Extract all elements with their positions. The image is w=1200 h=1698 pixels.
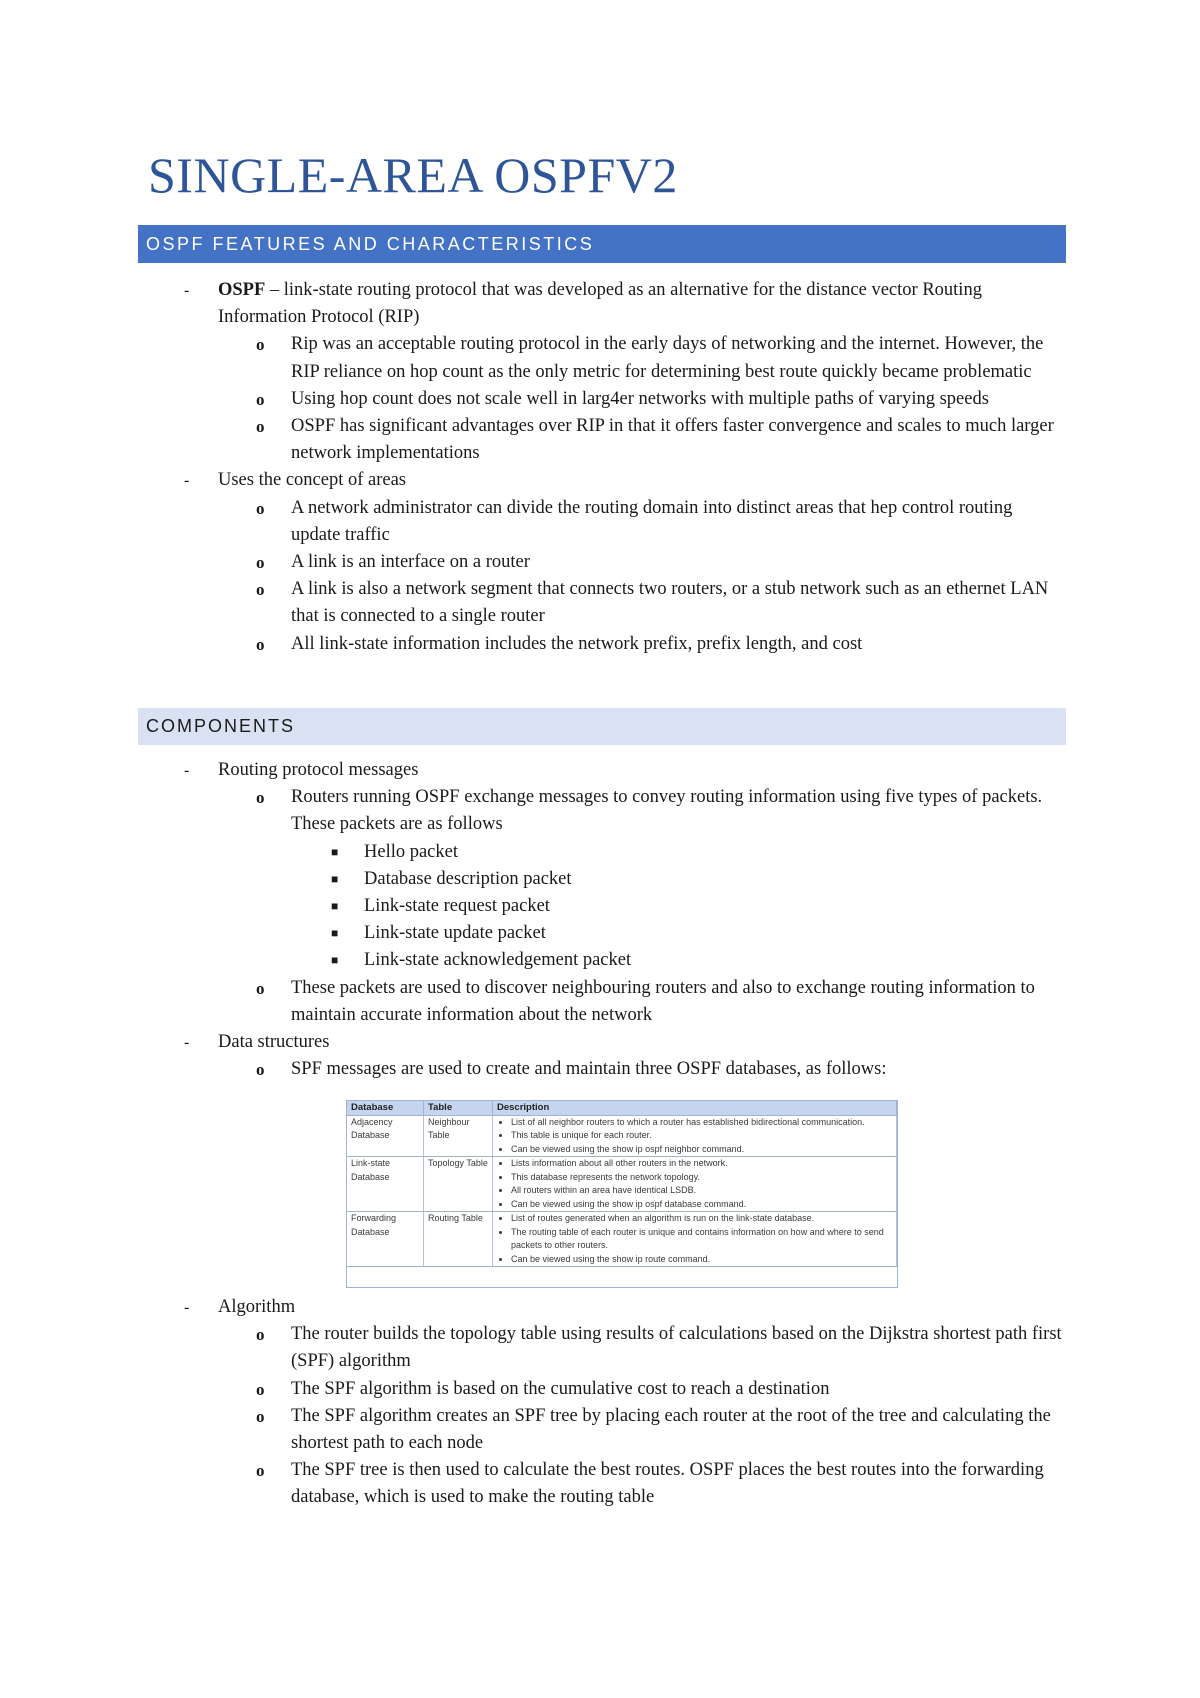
bullet-text: – link-state routing protocol that was developed as an alternative for the distance vector Routing Information Protocol (RIP) bbox=[218, 280, 982, 328]
section-features-body bbox=[0, 277, 1200, 658]
table-header-cell: Table bbox=[424, 1101, 493, 1115]
sub-bullet-text: The SPF tree is then used to calculate the best routes. OSPF places the best routes into the forwarding database, which is used to make the routing table bbox=[291, 1460, 1044, 1508]
square-marker: ■ bbox=[331, 953, 339, 968]
sub-bullet bbox=[0, 549, 1062, 576]
bullet-text: Data structures bbox=[218, 1032, 330, 1053]
circle-marker: o bbox=[256, 788, 265, 808]
sub-bullet-text: Routers running OSPF exchange messages to convey routing information using five types of packets. These packets are as follows bbox=[291, 787, 1043, 835]
description-item: • Can be viewed using the show ip ospf database command. bbox=[511, 1198, 892, 1212]
bullet-ospf bbox=[0, 277, 1062, 331]
circle-marker: o bbox=[256, 1379, 265, 1399]
sub-bullet-text: A link is also a network segment that connects two routers, or a stub network such as an ethernet LAN that is connected to a single router bbox=[291, 579, 1049, 627]
table-row bbox=[347, 1157, 897, 1212]
sub-bullet bbox=[0, 495, 1062, 549]
circle-marker: o bbox=[256, 389, 265, 409]
document-title: SINGLE-AREA OSPFV2 bbox=[148, 147, 678, 203]
bullet-routing-messages bbox=[0, 757, 1062, 784]
packet-text: Database description packet bbox=[364, 868, 572, 889]
packet-text: Link-state request packet bbox=[364, 896, 550, 917]
sub-bullet bbox=[0, 1321, 1062, 1375]
table-cell-description bbox=[493, 1212, 897, 1267]
circle-marker: o bbox=[256, 498, 265, 518]
description-item: • List of routes generated when an algorithm is run on the link-state database. bbox=[511, 1212, 892, 1226]
description-item: • Can be viewed using the show ip ospf neighbor command. bbox=[511, 1143, 892, 1157]
square-marker: ■ bbox=[331, 926, 339, 941]
section-heading-features: OSPF FEATURES AND CHARACTERISTICS bbox=[138, 225, 1066, 263]
sub-bullet-text: A network administrator can divide the routing domain into distinct areas that hep control routing update traffic bbox=[291, 497, 1013, 545]
circle-marker: o bbox=[256, 1325, 265, 1345]
ospf-databases-table bbox=[346, 1100, 898, 1288]
table-row bbox=[347, 1212, 897, 1267]
packet-text: Link-state acknowledgement packet bbox=[364, 950, 632, 971]
section-heading-components: COMPONENTS bbox=[138, 708, 1066, 745]
packet-text: Hello packet bbox=[364, 841, 458, 862]
sub-bullet bbox=[0, 331, 1062, 385]
circle-marker: o bbox=[256, 553, 265, 573]
dash-marker: - bbox=[184, 472, 190, 490]
sub-bullet-text: OSPF has significant advantages over RIP in that it offers faster convergence and scales to much larger network implementations bbox=[291, 416, 1054, 464]
sub-bullet bbox=[0, 1056, 1062, 1083]
bullet-algorithm bbox=[0, 1294, 1062, 1321]
sub-bullet-text: These packets are used to discover neighbouring routers and also to exchange routing information to maintain accurate information about the network bbox=[291, 977, 1035, 1025]
description-item: • Lists information about all other routers in the network. bbox=[511, 1157, 892, 1171]
sub-bullet bbox=[0, 631, 1062, 658]
bullet-text: Algorithm bbox=[218, 1297, 296, 1317]
sub-bullet-text: Rip was an acceptable routing protocol in the early days of networking and the internet. However, the RIP reliance on hop count as the only metric for determining best route quickly became problematic bbox=[291, 334, 1044, 382]
sub-bullet bbox=[0, 1376, 1062, 1403]
description-item: • The routing table of each router is unique and contains information on how and where to send packets to other routers. bbox=[511, 1226, 892, 1253]
table-cell-table: Topology Table bbox=[424, 1157, 493, 1212]
circle-marker: o bbox=[256, 417, 265, 437]
bullet-text: Routing protocol messages bbox=[218, 760, 419, 780]
table-cell-database: Adjacency Database bbox=[347, 1115, 424, 1157]
description-item: • All routers within an area have identical LSDB. bbox=[511, 1184, 892, 1198]
table-cell-description bbox=[493, 1115, 897, 1157]
dash-marker: - bbox=[184, 762, 190, 779]
sub-bullet-text: SPF messages are used to create and maintain three OSPF databases, as follows: bbox=[291, 1059, 887, 1080]
circle-marker: o bbox=[256, 1461, 265, 1481]
sub-bullet-text: Using hop count does not scale well in larg4er networks with multiple paths of varying speeds bbox=[291, 388, 989, 409]
sub-bullet bbox=[0, 975, 1062, 1029]
circle-marker: o bbox=[256, 580, 265, 600]
sub-bullet-text: A link is an interface on a router bbox=[291, 552, 530, 573]
bullet-data-structures bbox=[0, 1029, 1062, 1056]
square-marker: ■ bbox=[331, 899, 339, 914]
sub-bullet-text: The SPF algorithm is based on the cumulative cost to reach a destination bbox=[291, 1378, 830, 1399]
circle-marker: o bbox=[256, 634, 265, 654]
packet-item bbox=[0, 893, 1062, 920]
sub-bullet bbox=[0, 1457, 1062, 1511]
dash-marker: - bbox=[184, 1034, 190, 1052]
packet-item bbox=[0, 920, 1062, 947]
packet-item bbox=[0, 947, 1062, 974]
bullet-text: Uses the concept of areas bbox=[218, 470, 406, 491]
table-header-row bbox=[347, 1101, 897, 1115]
term-ospf: OSPF bbox=[218, 280, 266, 300]
table-header-cell: Database bbox=[347, 1101, 424, 1115]
table-row bbox=[347, 1115, 897, 1157]
table-cell-database: Link-state Database bbox=[347, 1157, 424, 1212]
section-algorithm-body bbox=[0, 1294, 1200, 1512]
sub-bullet-text: All link-state information includes the network prefix, prefix length, and cost bbox=[291, 633, 863, 654]
table-cell-table: Routing Table bbox=[424, 1212, 493, 1267]
sub-bullet bbox=[0, 386, 1062, 413]
packet-text: Link-state update packet bbox=[364, 923, 546, 944]
circle-marker: o bbox=[256, 978, 265, 998]
sub-bullet bbox=[0, 576, 1062, 630]
packet-item bbox=[0, 866, 1062, 893]
description-item: • This database represents the network topology. bbox=[511, 1171, 892, 1185]
dash-marker: - bbox=[184, 282, 190, 299]
dash-marker: - bbox=[184, 1299, 190, 1316]
section-components-body bbox=[0, 757, 1200, 1083]
sub-bullet bbox=[0, 413, 1062, 467]
description-item: • This table is unique for each router. bbox=[511, 1129, 892, 1143]
table-header-cell: Description bbox=[493, 1101, 897, 1115]
sub-bullet-text: The router builds the topology table using results of calculations based on the Dijkstra shortest path first (SPF) algorithm bbox=[291, 1324, 1062, 1372]
square-marker: ■ bbox=[331, 844, 339, 859]
sub-bullet bbox=[0, 784, 1062, 838]
square-marker: ■ bbox=[331, 871, 339, 886]
table-cell-description bbox=[493, 1157, 897, 1212]
description-item: • List of all neighbor routers to which a router has established bidirectional communication. bbox=[511, 1116, 892, 1130]
table-cell-table: Neighbour Table bbox=[424, 1115, 493, 1157]
packet-item bbox=[0, 839, 1062, 866]
sub-bullet-text: The SPF algorithm creates an SPF tree by placing each router at the root of the tree and calculating the shortest path to each node bbox=[291, 1405, 1051, 1454]
description-item: • Can be viewed using the show ip route command. bbox=[511, 1253, 892, 1267]
sub-bullet bbox=[0, 1403, 1062, 1457]
bullet-areas bbox=[0, 467, 1062, 494]
circle-marker: o bbox=[256, 335, 265, 355]
circle-marker: o bbox=[256, 1060, 265, 1080]
circle-marker: o bbox=[256, 1406, 265, 1426]
table-cell-database: Forwarding Database bbox=[347, 1212, 424, 1267]
